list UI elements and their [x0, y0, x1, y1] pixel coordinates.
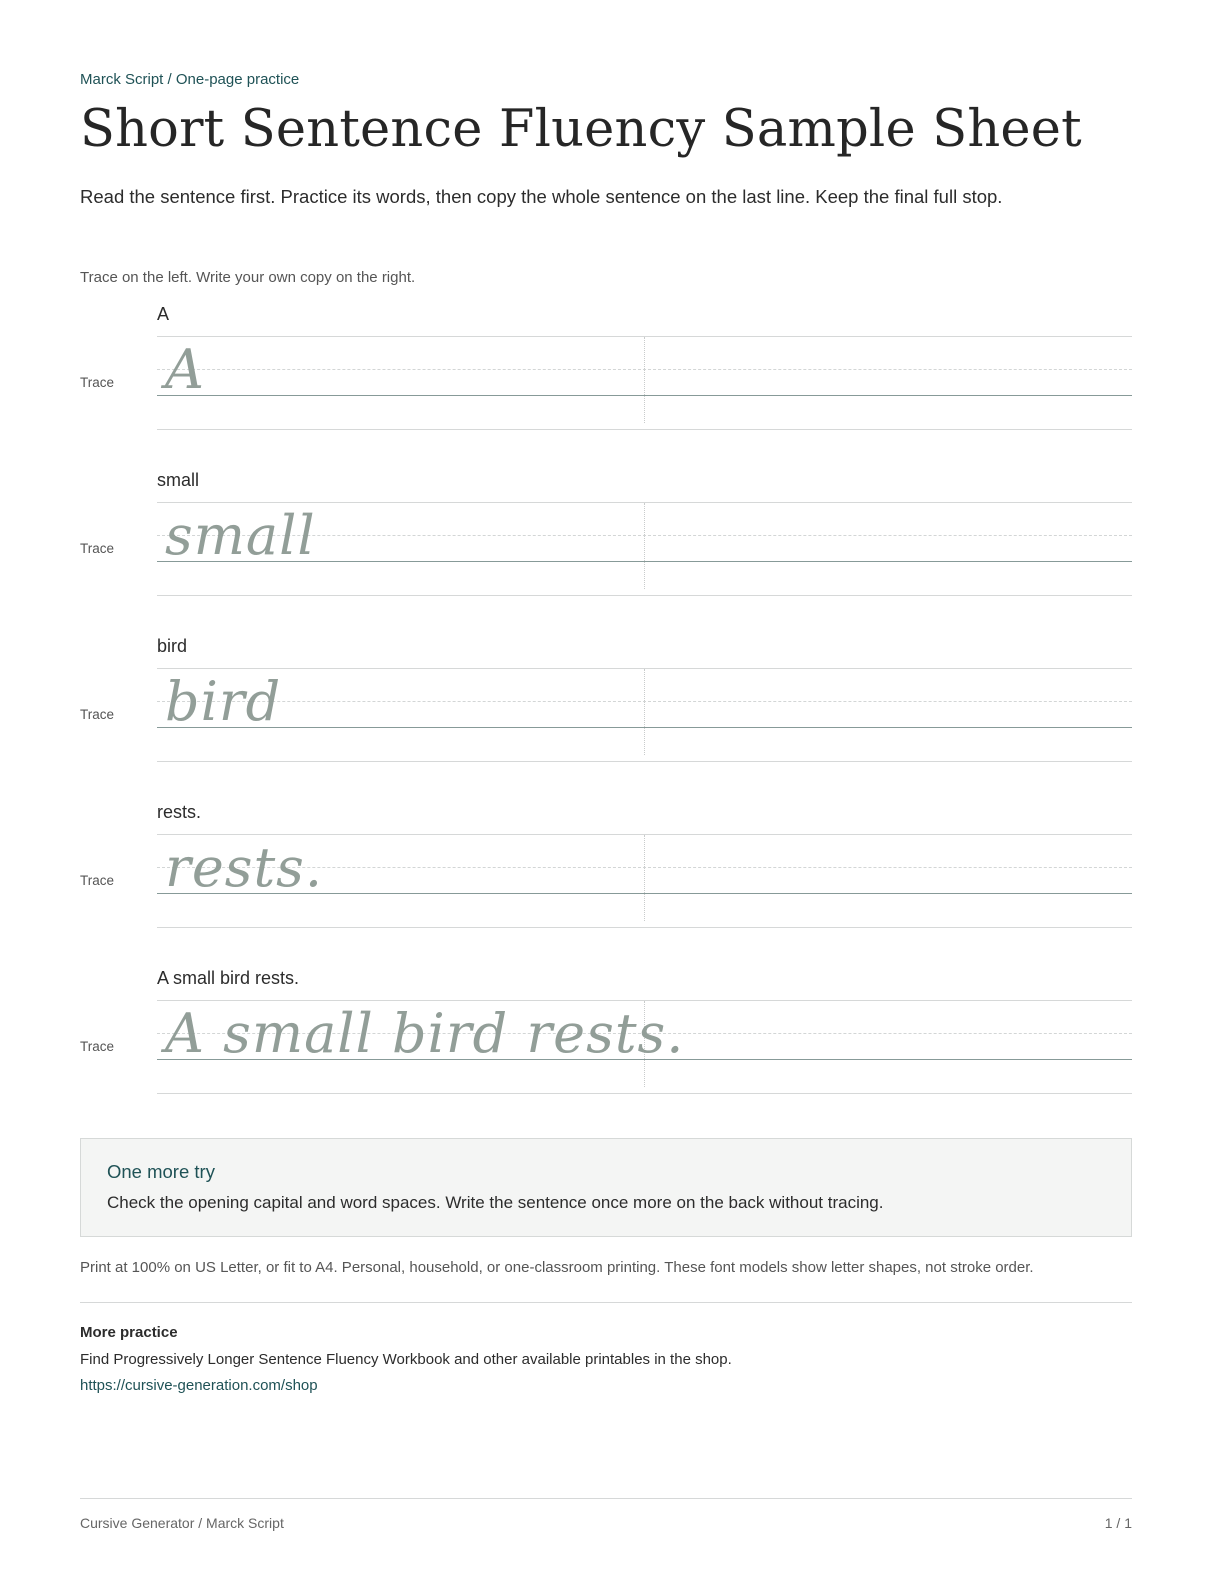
word-label: A small bird rests. — [157, 968, 300, 988]
footer-credit: Cursive Generator / Marck Script — [80, 1515, 284, 1531]
footer-divider — [80, 1498, 1132, 1499]
tip-title: One more try — [107, 1161, 215, 1182]
word-label: bird — [157, 636, 188, 656]
handwriting-guide — [157, 336, 1132, 430]
trace-write-divider — [644, 503, 645, 589]
trace-label: Trace — [80, 873, 115, 888]
write-area[interactable] — [647, 337, 1132, 429]
handwriting-guide — [157, 1000, 1132, 1094]
tip-box — [80, 1138, 1132, 1237]
write-area[interactable] — [647, 835, 1132, 927]
practice-row — [0, 636, 1224, 802]
word-label: rests. — [157, 802, 202, 822]
page-number: 1 / 1 — [1104, 1515, 1132, 1531]
print-note: Print at 100% on US Letter, or fit to A4. Personal, household, or one-classroom printing. These font models show letter shapes, not stroke order. — [80, 1259, 1034, 1276]
breadcrumb: Marck Script / One-page practice — [80, 71, 300, 88]
practice-row — [0, 968, 1224, 1134]
trace-text: A — [165, 338, 205, 401]
trace-write-divider — [644, 337, 645, 423]
handwriting-guide — [157, 502, 1132, 596]
write-area[interactable] — [647, 669, 1132, 761]
tip-text: Check the opening capital and word spaces. Write the sentence once more on the back without tracing. — [107, 1193, 884, 1212]
practice-row — [0, 802, 1224, 968]
more-practice-text: Find Progressively Longer Sentence Fluency Workbook and other available printables in the shop. — [80, 1351, 732, 1368]
trace-text: small — [165, 504, 316, 567]
handwriting-guide — [157, 834, 1132, 928]
instructions-text: Trace on the left. Write your own copy on the right. — [80, 269, 416, 286]
trace-write-divider — [644, 669, 645, 755]
shop-link[interactable]: https://cursive-generation.com/shop — [80, 1377, 318, 1394]
trace-label: Trace — [80, 541, 115, 556]
trace-label: Trace — [80, 1039, 115, 1054]
write-area[interactable] — [647, 503, 1132, 595]
practice-row — [0, 304, 1224, 470]
intro-text: Read the sentence first. Practice its words, then copy the whole sentence on the last line. Keep the final full stop. — [80, 186, 1003, 207]
more-practice-title: More practice — [80, 1324, 178, 1341]
trace-write-divider — [644, 835, 645, 921]
word-label: small — [157, 470, 200, 490]
handwriting-guide — [157, 668, 1132, 762]
practice-row — [0, 470, 1224, 636]
divider — [80, 1302, 1132, 1303]
trace-label: Trace — [80, 707, 115, 722]
trace-text: A small bird rests. — [165, 1002, 685, 1065]
write-area[interactable] — [647, 1001, 1132, 1093]
word-label: A — [157, 304, 170, 324]
page-title: Short Sentence Fluency Sample Sheet — [80, 100, 1082, 159]
trace-text: rests. — [165, 836, 324, 899]
trace-text: bird — [165, 670, 282, 733]
trace-label: Trace — [80, 375, 115, 390]
